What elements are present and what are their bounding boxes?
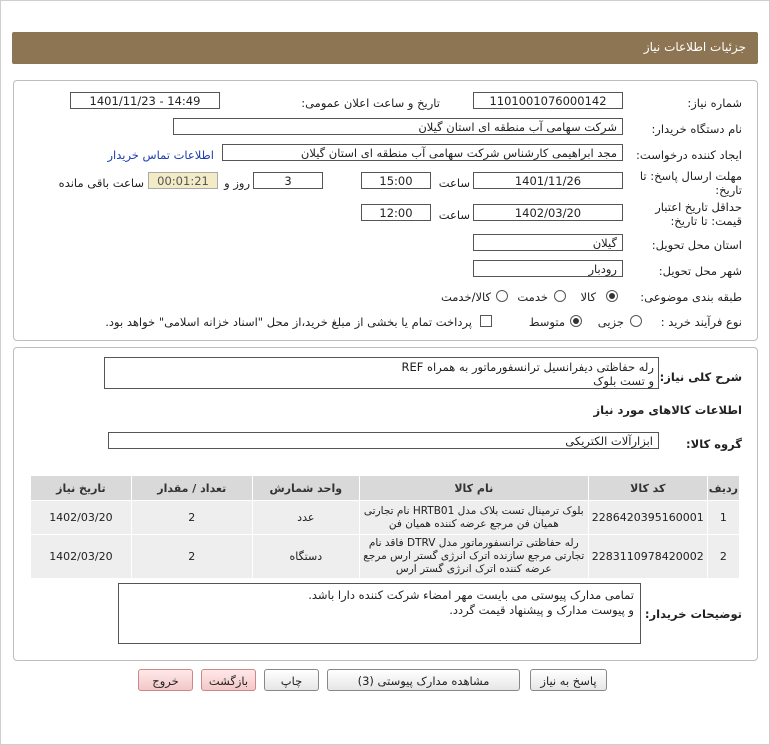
category-option-goods-service: کالا/خدمت (440, 290, 491, 304)
remaining-time-field: 00:01:21 (148, 172, 218, 189)
cell-name: بلوک ترمینال تست بلاک مدل HRTB01 نام تجارتی همیان فن مرجع عرضه کننده همیان فن (359, 501, 588, 535)
cell-unit: دستگاه (252, 535, 359, 579)
category-radio-goods[interactable] (606, 290, 618, 302)
buyer-notes-box (118, 583, 641, 644)
deadline-time-field: 15:00 (361, 172, 431, 189)
process-option-medium: متوسط (528, 315, 565, 329)
cell-name: رله حفاظتی ترانسفورماتور مدل DTRV فاقد نام تجارتی مرجع سازنده اترک انرژی گستر ارس مرجع عرضه کننده اترک انرژی گستر ارس (359, 535, 588, 579)
col-code: کد کالا (588, 476, 707, 501)
validity-time-label: ساعت (438, 208, 470, 222)
buyer-label: نام دستگاه خریدار: (651, 122, 742, 136)
description-line-1: رله حفاظتی دیفرانسیل ترانسفورماتور به همراه REF (401, 360, 654, 374)
cell-date: 1402/03/20 (31, 535, 132, 579)
view-attachments-button[interactable]: مشاهده مدارک پیوستی (3) (327, 669, 520, 691)
col-qty: تعداد / مقدار (131, 476, 252, 501)
validity-time-field: 12:00 (361, 204, 431, 221)
deadline-label: مهلت ارسال پاسخ: تا (639, 169, 742, 183)
process-radio-medium[interactable] (570, 315, 582, 327)
cell-row: 1 (707, 501, 739, 535)
cell-row: 2 (707, 535, 739, 579)
page-title: جزئیات اطلاعات نیاز (643, 40, 746, 54)
col-date: تاریخ نیاز (31, 476, 132, 501)
category-option-goods: کالا (580, 290, 596, 304)
goods-group-label: گروه کالا: (686, 437, 742, 451)
announce-label: تاریخ و ساعت اعلان عمومی: (301, 96, 440, 110)
buyer-field: شرکت سهامی آب منطقه ای استان گیلان (173, 118, 623, 135)
province-label: استان محل تحویل: (651, 238, 742, 252)
goods-section-title: اطلاعات کالاهای مورد نیاز (593, 403, 742, 417)
deadline-label-2: تاریخ: (715, 183, 742, 197)
back-button[interactable]: بازگشت (201, 669, 256, 691)
validity-label: حداقل تاریخ اعتبار (655, 200, 742, 214)
col-unit: واحد شمارش (252, 476, 359, 501)
cell-qty: 2 (131, 535, 252, 579)
cell-code: 2286420395160001 (588, 501, 707, 535)
reply-button[interactable]: پاسخ به نیاز (530, 669, 607, 691)
print-button[interactable]: چاپ (264, 669, 319, 691)
cell-code: 2283110978420002 (588, 535, 707, 579)
days-label: روز و (224, 176, 250, 190)
days-field: 3 (253, 172, 323, 189)
creator-label: ایجاد کننده درخواست: (636, 148, 742, 162)
category-radio-service[interactable] (554, 290, 566, 302)
goods-table-header (31, 476, 740, 501)
city-field: رودبار (473, 260, 623, 277)
validity-date-field: 1402/03/20 (473, 204, 623, 221)
need-number-field: 1101001076000142 (473, 92, 623, 109)
category-option-service: خدمت (517, 290, 548, 304)
table-row (31, 535, 740, 579)
exit-button[interactable]: خروج (138, 669, 193, 691)
category-radio-goods-service[interactable] (496, 290, 508, 302)
page-header (12, 32, 758, 64)
goods-group-field: ابزارآلات الکتریکی (108, 432, 659, 449)
process-label: نوع فرآیند خرید : (660, 315, 742, 329)
cell-unit: عدد (252, 501, 359, 535)
table-row (31, 501, 740, 535)
contact-buyer-link[interactable]: اطلاعات تماس خریدار (107, 148, 214, 162)
description-line-2: و تست بلوک (593, 374, 654, 388)
need-number-label: شماره نیاز: (687, 96, 742, 110)
cell-qty: 2 (131, 501, 252, 535)
deadline-date-field: 1401/11/26 (473, 172, 623, 189)
cell-date: 1402/03/20 (31, 501, 132, 535)
treasury-payment-note: پرداخت تمام یا بخشی از مبلغ خرید،از محل "اسناد خزانه اسلامی" خواهد بود. (105, 315, 472, 329)
validity-label-2: قیمت: تا تاریخ: (670, 214, 742, 228)
treasury-payment-checkbox[interactable] (480, 315, 492, 327)
buyer-notes-line-2: و پیوست مدارک و پیشنهاد قیمت گردد. (449, 603, 634, 617)
category-label: طبقه بندی موضوعی: (640, 290, 742, 304)
description-box (104, 357, 659, 389)
announce-field: 1401/11/23 - 14:49 (70, 92, 220, 109)
creator-field: مجد ابراهیمی کارشناس شرکت سهامی آب منطقه ای استان گیلان (222, 144, 623, 161)
buyer-notes-label: توضیحات خریدار: (644, 607, 742, 621)
goods-table (30, 475, 740, 579)
province-field: گیلان (473, 234, 623, 251)
col-row: ردیف (707, 476, 739, 501)
process-radio-minor[interactable] (630, 315, 642, 327)
col-name: نام کالا (359, 476, 588, 501)
city-label: شهر محل تحویل: (658, 264, 742, 278)
deadline-time-label: ساعت (438, 176, 470, 190)
description-label: شرح کلی نیاز: (659, 370, 742, 384)
remaining-label: ساعت باقی مانده (58, 176, 144, 190)
process-option-minor: جزیی (597, 315, 624, 329)
buyer-notes-line-1: تمامی مدارک پیوستی می بایست مهر امضاء شرکت کننده دارا باشد. (308, 588, 634, 602)
